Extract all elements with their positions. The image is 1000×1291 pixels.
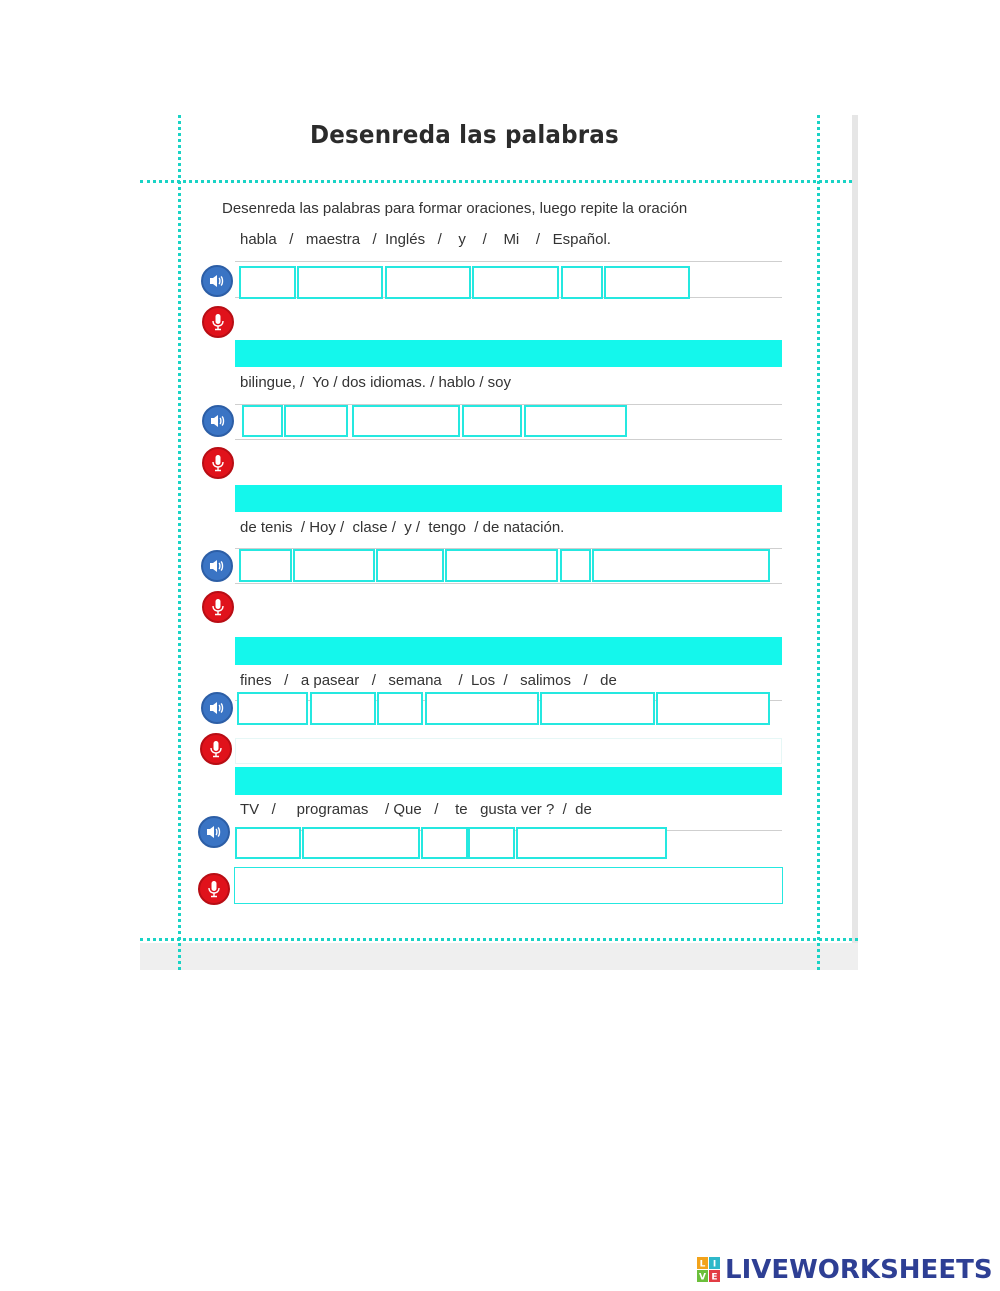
record-button[interactable] <box>202 306 234 338</box>
word-slot[interactable] <box>472 266 559 299</box>
record-button[interactable] <box>200 733 232 765</box>
svg-text:E: E <box>711 1272 718 1283</box>
record-button[interactable] <box>202 591 234 623</box>
microphone-icon <box>206 880 222 898</box>
word-slot[interactable] <box>242 405 283 437</box>
microphone-icon <box>210 598 226 616</box>
word-slot[interactable] <box>239 266 296 299</box>
word-slot[interactable] <box>561 266 603 299</box>
word-slot[interactable] <box>560 549 591 582</box>
page-edge <box>852 115 858 970</box>
word-slot[interactable] <box>297 266 383 299</box>
word-slot[interactable] <box>284 405 348 437</box>
answer-field[interactable] <box>235 738 782 764</box>
liveworksheets-logo <box>697 1255 993 1285</box>
word-slot[interactable] <box>237 692 308 725</box>
microphone-icon <box>208 740 224 758</box>
microphone-icon <box>210 313 226 331</box>
answer-band[interactable] <box>235 767 782 795</box>
page-footer-strip <box>140 943 858 970</box>
speak-button[interactable] <box>198 816 230 848</box>
speaker-icon <box>208 557 226 575</box>
answer-band[interactable] <box>235 340 782 367</box>
worksheet-title: Desenreda las palabras <box>310 120 619 149</box>
word-slot[interactable] <box>656 692 770 725</box>
speaker-icon <box>209 412 227 430</box>
speaker-icon <box>208 699 226 717</box>
rule <box>235 583 782 584</box>
word-slot[interactable] <box>421 827 468 859</box>
answer-band[interactable] <box>235 485 782 512</box>
live-blocks-icon <box>697 1257 721 1283</box>
word-slot[interactable] <box>425 692 539 725</box>
word-slot[interactable] <box>376 549 444 582</box>
word-slot[interactable] <box>592 549 770 582</box>
word-slot[interactable] <box>235 827 301 859</box>
scrambled-words-3: de tenis / Hoy / clase / y / tengo / de natación. <box>240 519 565 536</box>
guide-bottom <box>140 938 858 941</box>
scrambled-words-4: fines / a pasear / semana / Los / salimos / de <box>240 672 617 689</box>
brand-name: LIVEWORKSHEETS <box>725 1255 993 1285</box>
scrambled-words-2: bilingue, / Yo / dos idiomas. / hablo / soy <box>240 374 512 391</box>
word-slot[interactable] <box>604 266 690 299</box>
word-slot[interactable] <box>445 549 558 582</box>
svg-text:L: L <box>699 1259 706 1270</box>
word-slot[interactable] <box>302 827 420 859</box>
word-slot[interactable] <box>524 405 627 437</box>
answer-band[interactable] <box>235 637 782 665</box>
svg-text:I: I <box>712 1259 717 1270</box>
speak-button[interactable] <box>201 265 233 297</box>
speak-button[interactable] <box>202 405 234 437</box>
record-button[interactable] <box>202 447 234 479</box>
word-slot[interactable] <box>462 405 522 437</box>
speak-button[interactable] <box>201 550 233 582</box>
rule <box>235 261 782 262</box>
microphone-icon <box>210 454 226 472</box>
word-slot[interactable] <box>540 692 655 725</box>
svg-text:V: V <box>699 1272 706 1283</box>
scrambled-words-1: habla / maestra / Inglés / y / Mi / Español. <box>240 231 611 248</box>
guide-top <box>140 180 852 183</box>
word-slot[interactable] <box>310 692 376 725</box>
record-button[interactable] <box>198 873 230 905</box>
rule <box>235 439 782 440</box>
speaker-icon <box>208 272 226 290</box>
word-slot[interactable] <box>516 827 667 859</box>
scrambled-words-5: TV / programas / Que / te gusta ver ? / de <box>240 801 592 818</box>
word-slot[interactable] <box>468 827 515 859</box>
guide-left <box>178 115 181 970</box>
word-slot[interactable] <box>385 266 471 299</box>
word-slot[interactable] <box>239 549 292 582</box>
word-slot[interactable] <box>352 405 460 437</box>
instructions: Desenreda las palabras para formar oraciones, luego repite la oración <box>222 200 688 217</box>
guide-right <box>817 115 820 970</box>
word-slot[interactable] <box>293 549 375 582</box>
speaker-icon <box>205 823 223 841</box>
answer-field[interactable] <box>234 867 783 904</box>
speak-button[interactable] <box>201 692 233 724</box>
word-slot[interactable] <box>377 692 423 725</box>
